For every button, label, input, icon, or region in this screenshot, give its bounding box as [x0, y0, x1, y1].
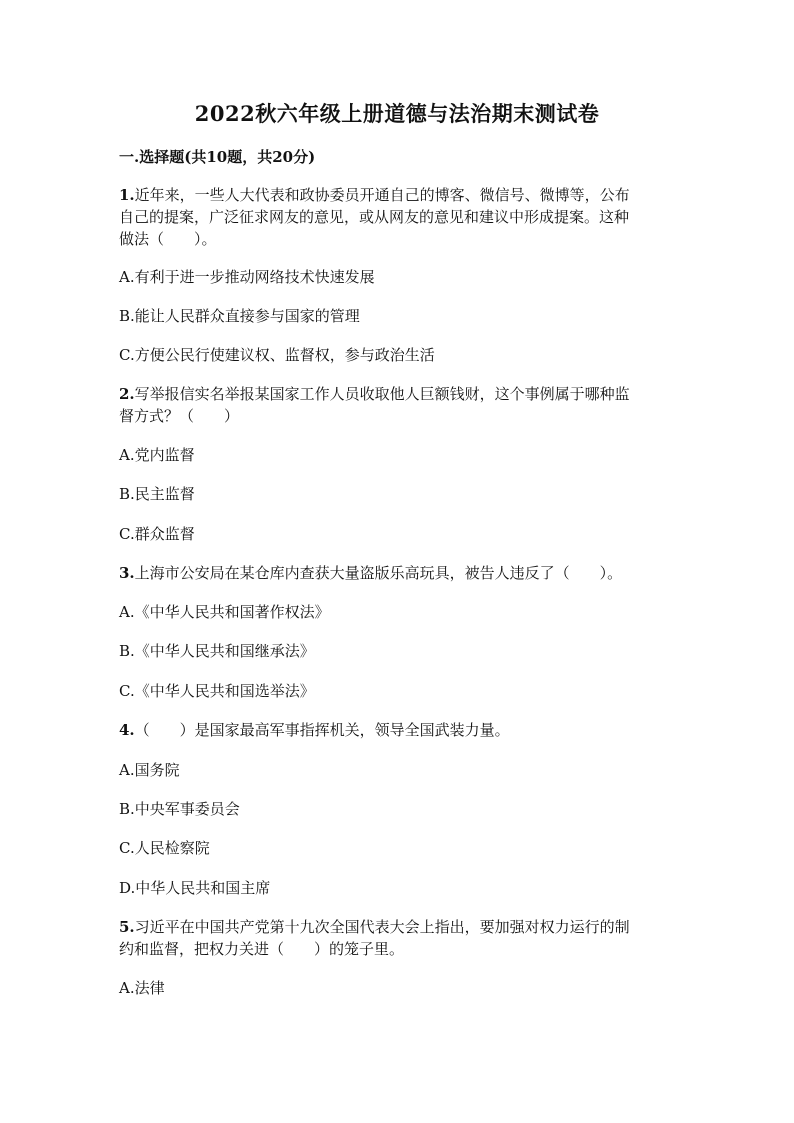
- question-1-line-2: 自己的提案，广泛征求网友的意见，或从网友的意见和建议中形成提案。这种: [119, 208, 630, 226]
- question-1-line-3: 做法（ ）。: [119, 230, 217, 248]
- question-2-option-b: B.民主监督: [119, 485, 195, 503]
- question-1-option-b: B.能让人民群众直接参与国家的管理: [119, 307, 360, 325]
- question-5-text: 习近平在中国共产党第十九次全国代表大会上指出，要加强对权力运行的制: [134, 918, 630, 936]
- question-4-option-d: D.中华人民共和国主席: [119, 879, 271, 897]
- question-1-text: 近年来，一些人大代表和政协委员开通自己的博客、微信号、微博等，公布: [134, 186, 630, 204]
- question-3-text: 上海市公安局在某仓库内查获大量盗版乐高玩具，被告人违反了（ ）。: [134, 564, 623, 582]
- question-4-number: 4.: [119, 721, 135, 739]
- question-3-option-c: C.《中华人民共和国选举法》: [119, 682, 315, 700]
- question-4-text: （ ）是国家最高军事指挥机关，领导全国武装力量。: [134, 721, 510, 739]
- question-2-line-1: [119, 383, 679, 405]
- question-5-option-a: A.法律: [119, 979, 165, 997]
- section-heading: 一.选择题(共10题，共20分): [119, 148, 316, 166]
- question-2-text: 写举报信实名举报某国家工作人员收取他人巨额钱财，这个事例属于哪种监: [134, 385, 630, 403]
- question-4-line-1: [119, 719, 679, 741]
- question-3-line-1: [119, 562, 679, 584]
- question-3-option-b: B.《中华人民共和国继承法》: [119, 642, 315, 660]
- question-5-line-1: [119, 916, 679, 938]
- question-4-option-b: B.中央军事委员会: [119, 800, 240, 818]
- question-4-option-c: C.人民检察院: [119, 839, 210, 857]
- question-1-option-a: A.有利于进一步推动网络技术快速发展: [119, 268, 375, 286]
- question-5-line-2: 约和监督，把权力关进（ ）的笼子里。: [119, 940, 405, 958]
- question-2-line-2: 督方式？（ ）: [119, 407, 240, 425]
- question-2-number: 2.: [119, 385, 135, 403]
- question-3-number: 3.: [119, 564, 135, 582]
- question-1-option-c: C.方便公民行使建议权、监督权，参与政治生活: [119, 346, 435, 364]
- question-5-number: 5.: [119, 918, 135, 936]
- question-1-number: 1.: [119, 186, 135, 204]
- question-1-line-1: [119, 184, 679, 206]
- document-title: 2022秋六年级上册道德与法治期末测试卷: [194, 101, 600, 126]
- question-2-option-c: C.群众监督: [119, 525, 195, 543]
- question-2-option-a: A.党内监督: [119, 446, 195, 464]
- question-3-option-a: A.《中华人民共和国著作权法》: [119, 603, 330, 621]
- question-4-option-a: A.国务院: [119, 761, 180, 779]
